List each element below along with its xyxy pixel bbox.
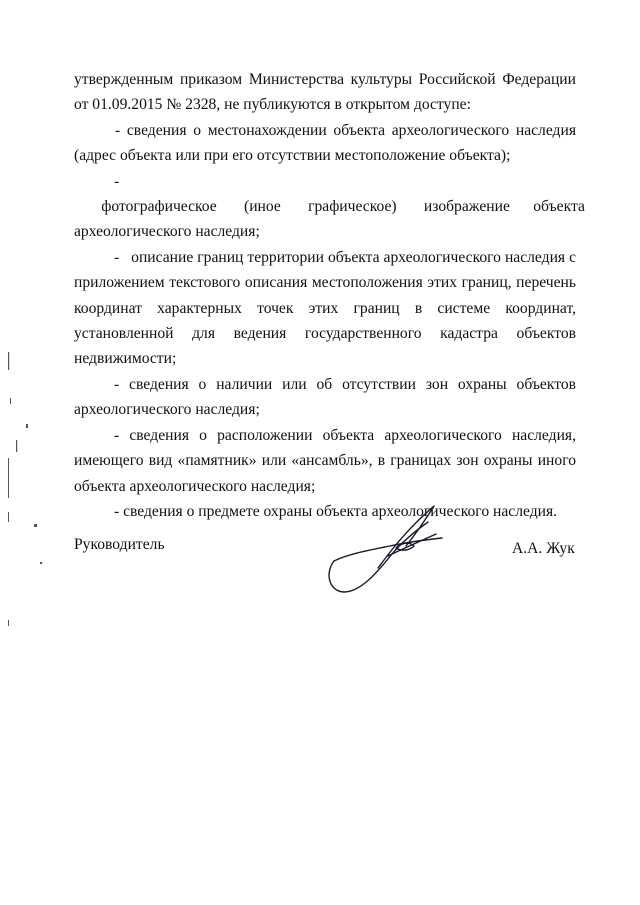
list-item-protection-zones: - сведения о наличии или об отсутствии зон охраны объектов археологического наследия; (74, 375, 576, 419)
document-body (74, 67, 585, 524)
list-item-boundaries: - описание границ территории объекта археологического наследия с приложением текстового описания местоположения этих границ, перечень координат характерных точек этих границ в системе координат, установленной для ведения государственного кадастра объектов недвижимости; (74, 248, 576, 368)
intro-paragraph: утвержденным приказом Министерства культуры Российской Федерации от 01.09.2015 № 2328, не публикуются в открытом доступе: (74, 71, 576, 114)
signer-title: Руководитель (74, 536, 165, 553)
list-item-photo-image: - фотографическое (иное графическое) изображение объекта археологического наследия; (74, 172, 585, 241)
scan-margin-marks (0, 340, 50, 640)
list-item-zone-location: - сведения о расположении объекта археологического наследия, имеющего вид «памятник» или «ансамбль», в границах зон охраны иного объекта археологического наследия; (74, 426, 576, 495)
list-item-location: - сведения о местонахождении объекта археологического наследия (адрес объекта или при его отсутствии местоположение объекта); (74, 121, 576, 165)
handwritten-signature (318, 496, 458, 606)
list-item-protection-subject: - сведения о предмете охраны объекта археологического наследия. (114, 502, 558, 520)
signer-name: А.А. Жук (512, 540, 575, 557)
